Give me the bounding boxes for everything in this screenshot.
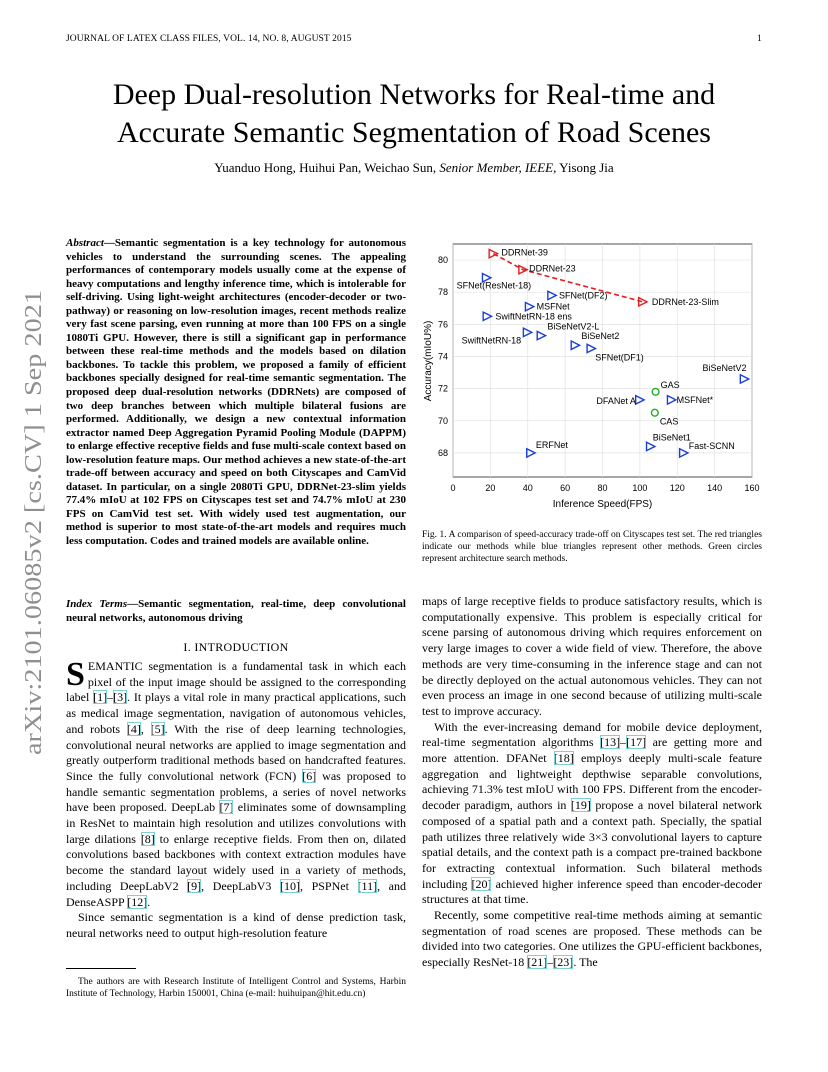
body-text: – (547, 955, 554, 970)
citation-link[interactable]: [20] (471, 876, 492, 891)
intro-text: . With the rise of deep learning technologies, convolutional neural networks are applied to image segmentation and greatly outperform traditional methods based on handcrafted features. Since the fully convolutional network (FCN) (66, 721, 407, 783)
body-text: employs deeply multi-scale feature aggregation and lightweight depthwise separable convolutions, achieving 71.3% test mIoU with 100 FPS. Different from the encoder-decoder paradigm, authors in (422, 751, 762, 813)
arxiv-stamp-text: arXiv:2101.06085v2 [cs.CV] 1 Sep 2021 (21, 360, 47, 755)
point-label-sfnet-df2: SFNet(DF2) (559, 290, 608, 301)
x-tick-label: 60 (560, 483, 571, 493)
body-text: With the ever-increasing demand for mobile device deployment, real-time segmentation algorithms (422, 719, 762, 750)
title-line-1: Deep Dual-resolution Networks for Real-time and (112, 78, 716, 111)
intro-text: . (147, 894, 151, 909)
citation-link[interactable]: [5] (150, 721, 165, 736)
citation-link[interactable]: [6] (302, 768, 317, 783)
drop-cap: S (66, 656, 85, 693)
body-text: propose a novel bilateral network composed of a spatial path and a context path. Specially, the spatial path utilizes three relatively wide 3×3 convolutional layers to capture spatial details, and the context path is a compact pre-trained backbone for extracting contextual information. Such bilateral methods including (422, 798, 762, 891)
body-text: Recently, some competitive real-time methods aiming at semantic segmentation of road scenes are proposed. These methods can be divided into two categories. One utilizes the GPU-efficient backbones, especially ResNet-18 (422, 908, 762, 970)
y-axis-label: Accuracy(mIoU%) (423, 320, 434, 402)
footnote: The authors are with Research Institute of Intelligent Control and Systems, Harbin Institute of Technology, Harbin 150001, China (e-mail: huihuipan@hit.edu.cn) (66, 977, 406, 999)
x-tick-label: 20 (485, 483, 496, 493)
arxiv-stamp (14, 290, 48, 760)
point-label-msfnet: MSFNet (536, 301, 570, 312)
footnote-rule (66, 968, 136, 969)
authors-last: Yisong Jia (559, 160, 614, 175)
authors-role: Senior Member, IEEE, (439, 160, 557, 175)
intro-text: , (140, 721, 151, 736)
point-label-erfnet: ERFNet (535, 439, 568, 450)
intro-text: eliminates some of downsampling in ResNet to maintain high resolution and utilizes convolutions with large dilations (66, 800, 406, 846)
point-label-sfnet-df1: SFNet(DF1) (595, 352, 644, 363)
abstract (66, 237, 406, 549)
point-label-bisenet1: BiSeNet1 (652, 432, 691, 443)
y-tick-label: 80 (437, 255, 448, 266)
citation-link[interactable]: [1] (93, 690, 108, 705)
point-label-bisenet2: BiSeNet2 (581, 331, 620, 342)
x-tick-label: 160 (744, 483, 760, 493)
x-tick-label: 100 (632, 483, 648, 493)
citation-link[interactable]: [4] (126, 721, 141, 736)
intro-text: EMANTIC segmentation is a fundamental task in which each pixel of the input image should be assigned to the corresponding label (66, 659, 406, 705)
x-tick-label: 0 (450, 483, 456, 493)
citation-link[interactable]: [10] (279, 878, 300, 893)
author-list (0, 160, 828, 176)
body-text: are getting more and more attention. DFANet (422, 735, 762, 766)
introduction-text (66, 656, 407, 942)
point-label-msfnet: MSFNet* (676, 394, 714, 405)
y-tick-label: 78 (437, 287, 448, 298)
figure-caption: Fig. 1. A comparison of speed-accuracy trade-off on Cityscapes test set. The red triangles indicate our methods while blue triangles represent other methods. Green circles represent architecture search methods. (422, 530, 762, 564)
index-terms-text: —Semantic segmentation, real-time, deep convolutional neural networks, autonomous driving (66, 598, 406, 624)
abstract-text: —Semantic segmentation is a key technology for autonomous vehicles to understand the surrounding scenes. The appealing performances of contemporary models usually come at the expense of heavy computations and lengthy inference time, which is intolerable for self-driving. Using light-weight architectures (encoder-decoder or two-pathway) or reasoning on low-resolution images, recent methods realize very fast scene parsing, even running at more than 100 FPS on a single 1080Ti GPU. However, there is still a significant gap in performance between these real-time methods and the models based on dilation backbones. To tackle this problem, we proposed a family of efficient backbones specially designed for real-time semantic segmentation. The proposed deep dual-resolution networks (DDRNets) are composed of two deep branches between which multiple bilateral fusions are performed. Additionally, we design a new contextual information extractor named Deep Aggregation Pyramid Pooling Module (DAPPM) to enlarge effective receptive fields and fuse multi-scale context based on low-resolution feature maps. Our method achieves a new state-of-the-art trade-off between accuracy and speed on both Cityscapes and CamVid dataset. In particular, on a single 2080Ti GPU, DDRNet-23-slim yields 77.4% mIoU at 102 FPS on Cityscapes test set and 74.7% mIoU at 230 FPS on CamVid test set. With widely used test augmentation, our method is superior to most state-of-the-art models and requires much less computation. Codes and trained models are available online. (66, 237, 406, 548)
intro-paragraph-2: Since semantic segmentation is a kind of dense prediction task, neural networks need to output high-resolution feature (66, 910, 406, 940)
intro-text: , DeepLabV3 (201, 878, 280, 893)
point-label-cas: CAS (659, 416, 679, 427)
intro-text: to enlarge receptive fields. From then on, dilated convolutions based backbones with context extraction modules have become the standard layout widely used in a variety of methods, including DeepLabV2 (66, 831, 406, 893)
point-label-sfnet-resnet-18: SFNet(ResNet-18) (456, 280, 532, 291)
citation-link[interactable]: [9] (187, 878, 202, 893)
y-tick-label: 70 (437, 415, 448, 426)
intro-text: , PSPNet (299, 878, 358, 893)
citation-link[interactable]: [11] (357, 878, 378, 893)
index-terms (66, 598, 406, 625)
intro-text: . It plays a vital role in many practical applications, such as medical image segmentation, navigation of autonomous vehicles, and robots (66, 690, 406, 736)
x-tick-label: 120 (669, 483, 685, 493)
y-tick-label: 76 (437, 319, 448, 330)
point-label-ddrnet-23-slim: DDRNet-23-Slim (651, 296, 719, 307)
intro-paragraph-1 (66, 656, 407, 910)
section-heading: I. INTRODUCTION (183, 640, 289, 654)
right-column-text (422, 594, 762, 971)
citation-link[interactable]: [13] (600, 735, 621, 750)
body-text: – (620, 735, 627, 750)
abstract-lead: Abstract (66, 237, 104, 249)
citation-link[interactable]: [17] (626, 735, 647, 750)
point-label-ddrnet-39: DDRNet-39 (501, 247, 548, 258)
point-label-ddrnet-23: DDRNet-23 (529, 263, 576, 274)
intro-text: was proposed to handle semantic segmentation problems, a series of novel networks have been proposed. DeepLab (66, 768, 406, 815)
y-tick-label: 68 (437, 447, 448, 458)
point-label-swiftnetrn-18-ens: SwiftNetRN-18 ens (495, 311, 572, 322)
body-text: . The (573, 955, 598, 970)
point-label-bisenetv2: BiSeNetV2 (702, 362, 747, 373)
citation-link[interactable]: [7] (219, 800, 234, 815)
x-axis-label: Inference Speed(FPS) (552, 499, 653, 510)
x-tick-label: 80 (597, 483, 608, 493)
intro-text: , and DenseASPP (66, 878, 406, 909)
index-terms-lead: Index Terms (66, 598, 128, 610)
point-label-gas: GAS (660, 379, 680, 390)
citation-link[interactable]: [21] (527, 955, 548, 970)
point-label-dfanet-a: DFANet A (596, 395, 636, 406)
running-head: JOURNAL OF LATEX CLASS FILES, VOL. 14, NO. 8, AUGUST 2015 (66, 34, 352, 44)
point-label-fast-scnn: Fast-SCNN (688, 440, 735, 451)
speed-accuracy-chart (418, 240, 768, 512)
y-tick-label: 72 (437, 383, 448, 394)
citation-link[interactable]: [12] (127, 894, 148, 909)
right-paragraph-3 (422, 908, 762, 971)
x-tick-label: 40 (522, 483, 533, 493)
intro-text: – (107, 690, 114, 705)
citation-link[interactable]: [19] (570, 798, 591, 813)
citation-link[interactable]: [8] (140, 831, 155, 846)
x-tick-label: 140 (707, 483, 723, 493)
citation-link[interactable]: [23] (553, 955, 574, 970)
point-label-bisenetv2-l: BiSeNetV2-L (547, 321, 600, 332)
point-label-swiftnetrn-18: SwiftNetRN-18 (461, 335, 522, 346)
title-line-2: Accurate Semantic Segmentation of Road Scenes (117, 116, 711, 149)
page-number: 1 (757, 34, 762, 44)
paper-title (0, 76, 828, 152)
citation-link[interactable]: [18] (553, 751, 574, 766)
body-text: achieved higher inference speed than encoder-decoder structures at that time. (422, 876, 762, 907)
citation-link[interactable]: [3] (113, 690, 128, 705)
authors-plain: Yuanduo Hong, Huihui Pan, Weichao Sun, (214, 160, 437, 175)
y-tick-label: 74 (437, 351, 448, 362)
right-paragraph-1: maps of large receptive fields to produce satisfactory results, which is computationally expensive. This problem is especially critical for scene parsing of autonomous driving which requires enforcement on very large images to cover a wide field of view. Therefore, the above methods are very time-consuming in the inference stage and can not be directly deployed on the actual autonomous vehicles. They can not even process an image in one second because of utilizing multi-scale test to improve accuracy. (422, 594, 762, 718)
right-paragraph-2 (422, 720, 762, 908)
